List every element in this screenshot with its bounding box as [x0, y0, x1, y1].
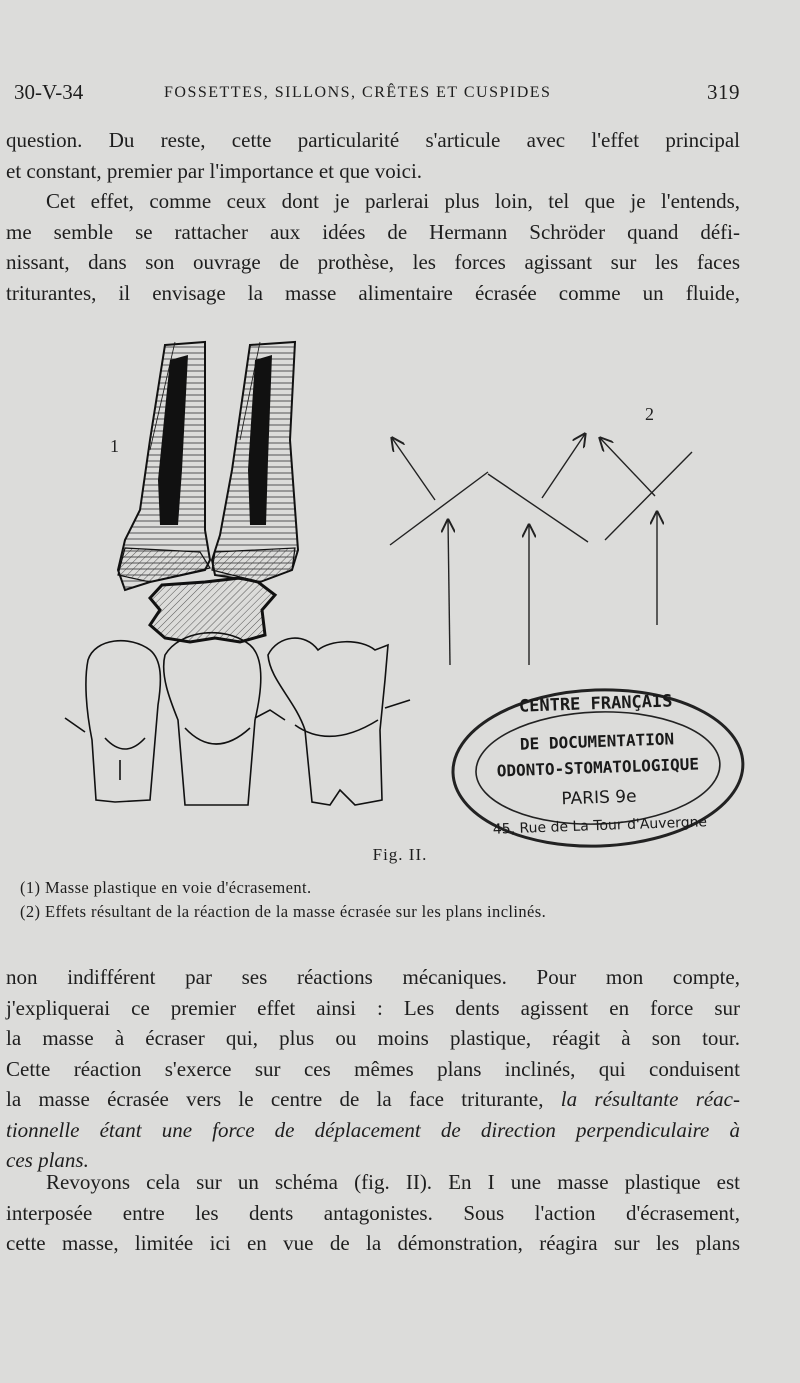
text-line: non indifférent par ses réactions mécaniques. Pour mon compte, [6, 965, 740, 989]
stamp-line-1: CENTRE FRANÇAIS [518, 691, 673, 717]
paragraph-3 [6, 962, 740, 1176]
header-title: FOSSETTES, SILLONS, CRÊTES ET CUSPIDES [164, 84, 552, 101]
text-line [6, 1115, 740, 1146]
page-number: 319 [707, 80, 740, 104]
text-line: Cette réaction s'exerce sur ces mêmes plans inclinés, qui conduisent [6, 1056, 740, 1081]
text-line: Revoyons cela sur un schéma (fig. II). En I une masse plastique est [46, 1170, 740, 1194]
text-line: interposée entre les dents antagonistes. Sous l'action d'écrasement, [6, 1200, 740, 1225]
paragraph-1 [6, 125, 740, 186]
figure-label-1: 1 [110, 436, 119, 456]
text-line: la masse à écraser qui, plus ou moins plastique, réagit à son tour. [6, 1026, 740, 1050]
stamp-line-4: PARIS 9e [561, 786, 637, 810]
figure-legend-1: (1) Masse plastique en voie d'écrasement. [20, 878, 312, 897]
text-line [6, 1084, 740, 1115]
stamp-line-3: ODONTO-STOMATOLOGIQUE [496, 754, 700, 781]
text-line: et constant, premier par l'importance et que voici. [6, 158, 423, 183]
text-line: Cet effet, comme ceux dont je parlerai plus loin, tel que je l'entends, [46, 189, 740, 213]
text-line: j'expliquerai ce premier effet ainsi : Les dents agissent en force sur [6, 995, 740, 1020]
stamp-line-5: 45, Rue de La Tour d'Auvergne [492, 814, 708, 838]
text-roman: la masse écrasée vers le centre de la face triturante, [6, 1087, 561, 1111]
header-date: 30-V-34 [14, 80, 84, 104]
upper-teeth [118, 342, 298, 590]
figure-legend-2: (2) Effets résultant de la réaction de la masse écrasée sur les plans inclinés. [20, 902, 547, 921]
stamp-line-2: DE DOCUMENTATION [519, 729, 675, 754]
figure-caption: Fig. II. [372, 845, 428, 864]
library-stamp [445, 675, 751, 865]
paragraph-4 [6, 1167, 740, 1259]
lower-teeth [65, 633, 410, 805]
paragraph-2 [6, 186, 740, 308]
text-line: me semble se rattacher aux idées de Hermann Schröder quand défi- [6, 219, 740, 244]
running-head [14, 78, 740, 108]
text-line: cette masse, limitée ici en vue de la démonstration, réagira sur les plans [6, 1231, 740, 1255]
inclined-planes [390, 434, 692, 665]
text-line: triturantes, il envisage la masse alimentaire écrasée comme un fluide, [6, 280, 740, 305]
text-italic: la résultante réac- [560, 1087, 741, 1111]
text-line: question. Du reste, cette particularité s'articule avec l'effet principal [6, 128, 740, 152]
text-italic: ces plans. [6, 1148, 89, 1172]
text-line: nissant, dans son ouvrage de prothèse, les forces agissant sur les faces [6, 250, 740, 274]
text-italic: tionnelle étant une force de déplacement de direction perpendiculaire à [6, 1117, 740, 1142]
figure-label-2: 2 [645, 404, 654, 424]
